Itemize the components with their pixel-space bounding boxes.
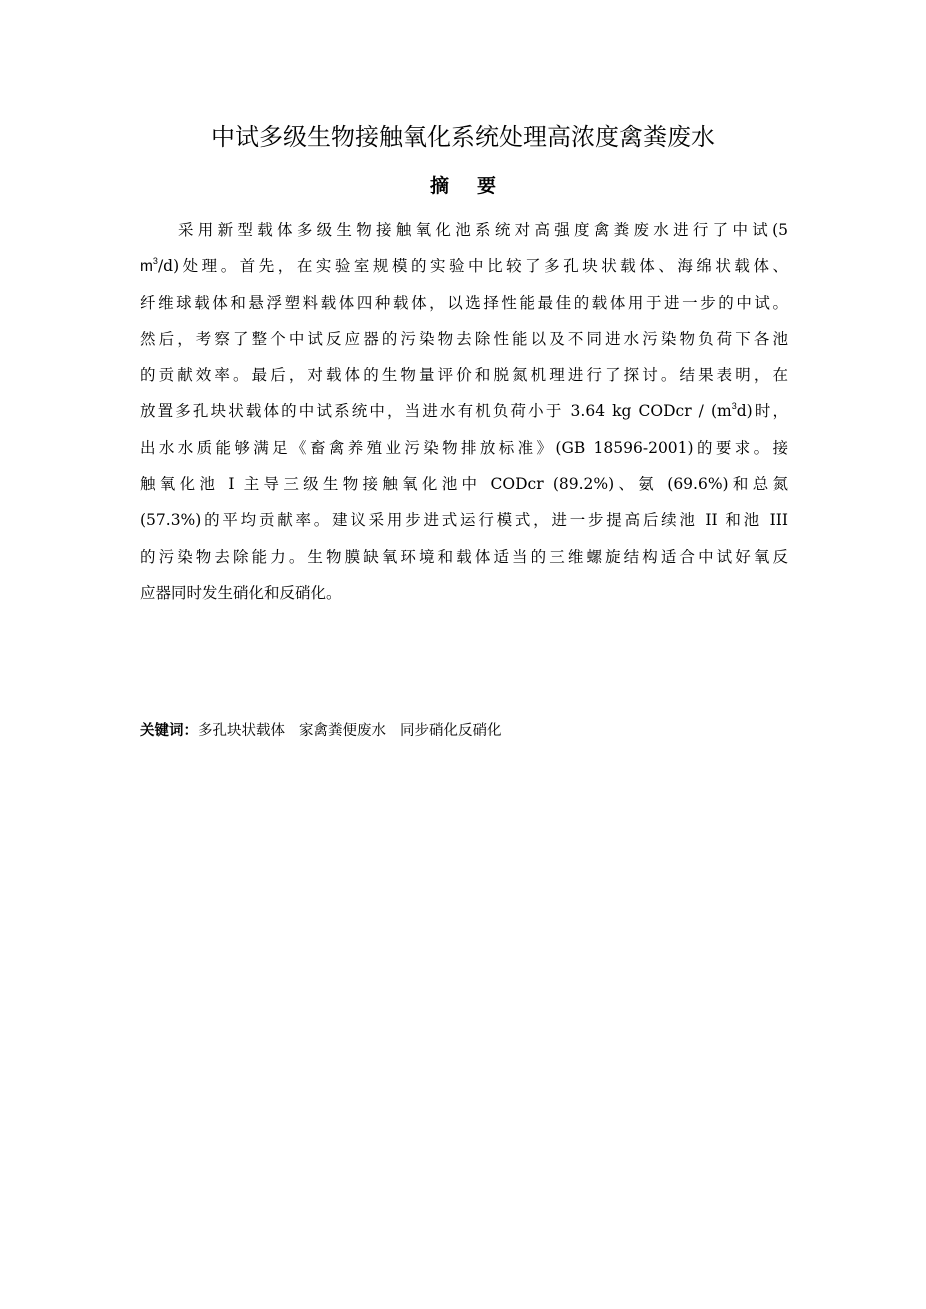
- keyword: 多孔块状载体: [198, 723, 285, 739]
- abstract-text: 采用新型载体多级生物接触氧化池系统对高强度禽粪废水进行了中试(5: [178, 221, 788, 239]
- abstract-text: 纤维球载体和悬浮塑料载体四种载体，以选择性能最佳的载体用于进一步的中试。: [140, 293, 788, 312]
- paper-title: 中试多级生物接触氧化系统处理高浓度禽粪废水: [211, 123, 715, 151]
- abstract-text: d)时，: [736, 402, 788, 421]
- keyword: 同步硝化反硝化: [400, 723, 502, 739]
- abstract-text: 应器同时发生硝化和反硝化。: [140, 583, 342, 602]
- abstract-line: [140, 357, 788, 393]
- abstract-text: 出水水质能够满足《畜禽养殖业污染物排放标准》(GB 18596-2001)的要求。接: [140, 438, 788, 457]
- abstract-line: [140, 393, 788, 429]
- abstract-text: 的贡献效率。最后，对载体的生物量评价和脱氮机理进行了探讨。结果表明，在: [140, 366, 788, 385]
- superscript: 3: [152, 256, 158, 267]
- abstract-line: [140, 502, 788, 538]
- abstract-line: [140, 285, 788, 321]
- abstract-line: [140, 539, 788, 575]
- abstract-text: 的污染物去除能力。生物膜缺氧环境和载体适当的三维螺旋结构适合中试好氧反: [140, 547, 788, 566]
- unit-text: m: [140, 258, 153, 276]
- superscript: 3: [731, 401, 737, 412]
- abstract-text: (57.3%)的平均贡献率。建议采用步进式运行模式，进一步提高后续池 II 和池 III: [140, 511, 788, 530]
- abstract-line: [140, 466, 788, 502]
- abstract-text: /d)处理。首先，在实验室规模的实验中比较了多孔块状载体、海绵状载体、: [157, 257, 788, 276]
- abstract-heading: 摘要: [429, 175, 524, 197]
- abstract-line: [140, 575, 788, 611]
- abstract-line: [140, 321, 788, 357]
- abstract-text: 触氧化池 I 主导三级生物接触氧化池中 CODcr (89.2%)、氨 (69.6%)和总氮: [140, 475, 788, 494]
- abstract-body: [140, 212, 788, 611]
- abstract-line: [140, 430, 788, 466]
- keyword: 家禽粪便废水: [299, 723, 386, 739]
- abstract-line: [140, 212, 788, 248]
- abstract-text: 然后，考察了整个中试反应器的污染物去除性能以及不同进水污染物负荷下各池: [140, 329, 788, 348]
- keywords-label: 关键词：: [140, 723, 198, 739]
- abstract-line: [140, 248, 788, 284]
- keywords-block: [140, 718, 516, 744]
- abstract-text: 放置多孔块状载体的中试系统中，当进水有机负荷小于 3.64 kg CODcr / (m: [140, 402, 732, 421]
